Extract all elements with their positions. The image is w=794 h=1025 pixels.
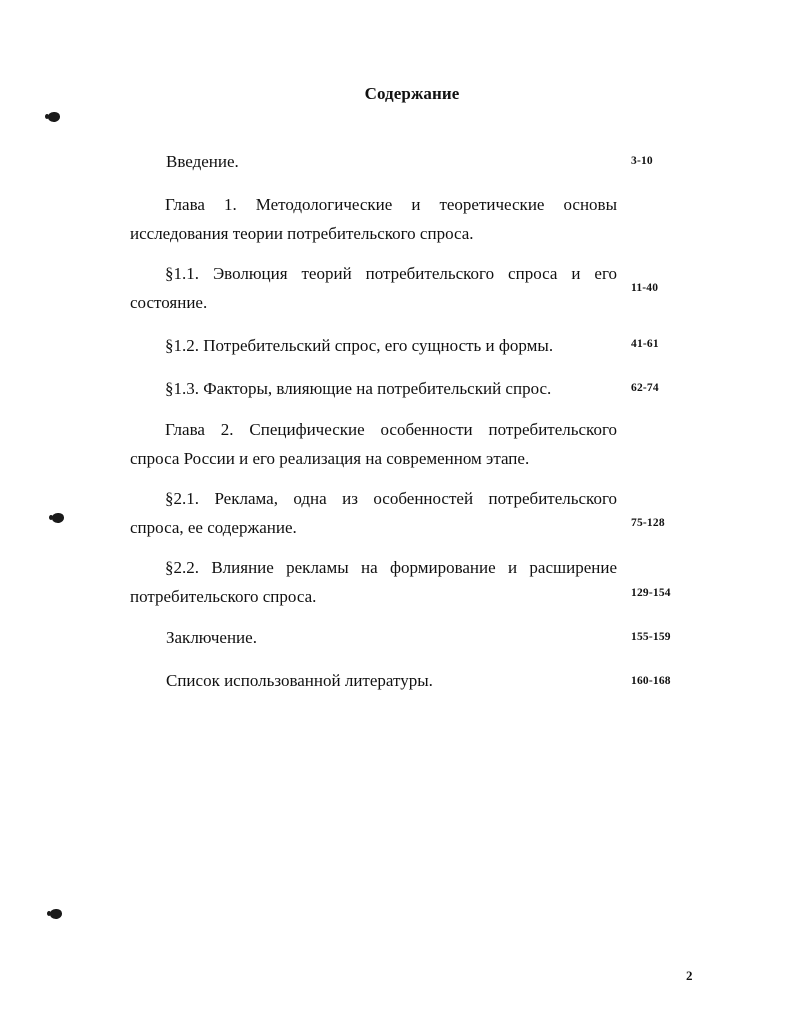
toc-entry-text: §1.1. Эволюция теорий потребительского спроса и его состояние. <box>130 264 617 312</box>
toc-page-range: 11-40 <box>631 282 659 294</box>
toc-entry-section-2-2 <box>130 553 617 611</box>
toc-entry-text: Глава 2. Специфические особенности потребительского спроса России и его реализация на современном этапе. <box>130 420 617 468</box>
toc-entry-chapter-1 <box>130 190 617 248</box>
toc-entry-section-1-1 <box>130 259 617 317</box>
toc-entry-section-2-1 <box>130 484 617 542</box>
toc-page-range: 62-74 <box>631 382 659 394</box>
toc-entry-bibliography <box>166 666 606 695</box>
toc-entry-text: Заключение. <box>166 628 257 647</box>
toc-entry-text: §2.2. Влияние рекламы на формирование и расширение потребительского спроса. <box>130 558 617 606</box>
toc-page-range: 75-128 <box>631 517 665 529</box>
toc-page-range: 160-168 <box>631 675 671 687</box>
toc-page-range: 41-61 <box>631 338 659 350</box>
toc-entry-section-1-3 <box>165 374 615 403</box>
punch-hole-icon <box>50 909 62 919</box>
toc-page-range: 129-154 <box>631 587 671 599</box>
toc-entry-text: Введение. <box>166 152 239 171</box>
toc-entry-text: §1.2. Потребительский спрос, его сущность и формы. <box>165 336 554 355</box>
punch-hole-icon <box>48 112 60 122</box>
toc-entry-text: §2.1. Реклама, одна из особенностей потребительского спроса, ее содержание. <box>130 489 617 537</box>
toc-entry-conclusion <box>166 623 606 652</box>
toc-entry-section-1-2 <box>165 331 615 360</box>
toc-entry-chapter-2 <box>130 415 617 473</box>
toc-page-range: 155-159 <box>631 631 671 643</box>
toc-page-range: 3-10 <box>631 155 653 167</box>
toc-entry-text: Глава 1. Методологические и теоретические основы исследования теории потребительского спроса. <box>130 195 617 243</box>
punch-hole-icon <box>52 513 64 523</box>
toc-entry-text: §1.3. Факторы, влияющие на потребительский спрос. <box>165 379 552 398</box>
toc-entry-text: Список использованной литературы. <box>166 671 433 690</box>
page-title: Содержание <box>364 84 460 103</box>
page-number: 2 <box>686 968 693 983</box>
toc-entry-introduction <box>166 147 606 176</box>
